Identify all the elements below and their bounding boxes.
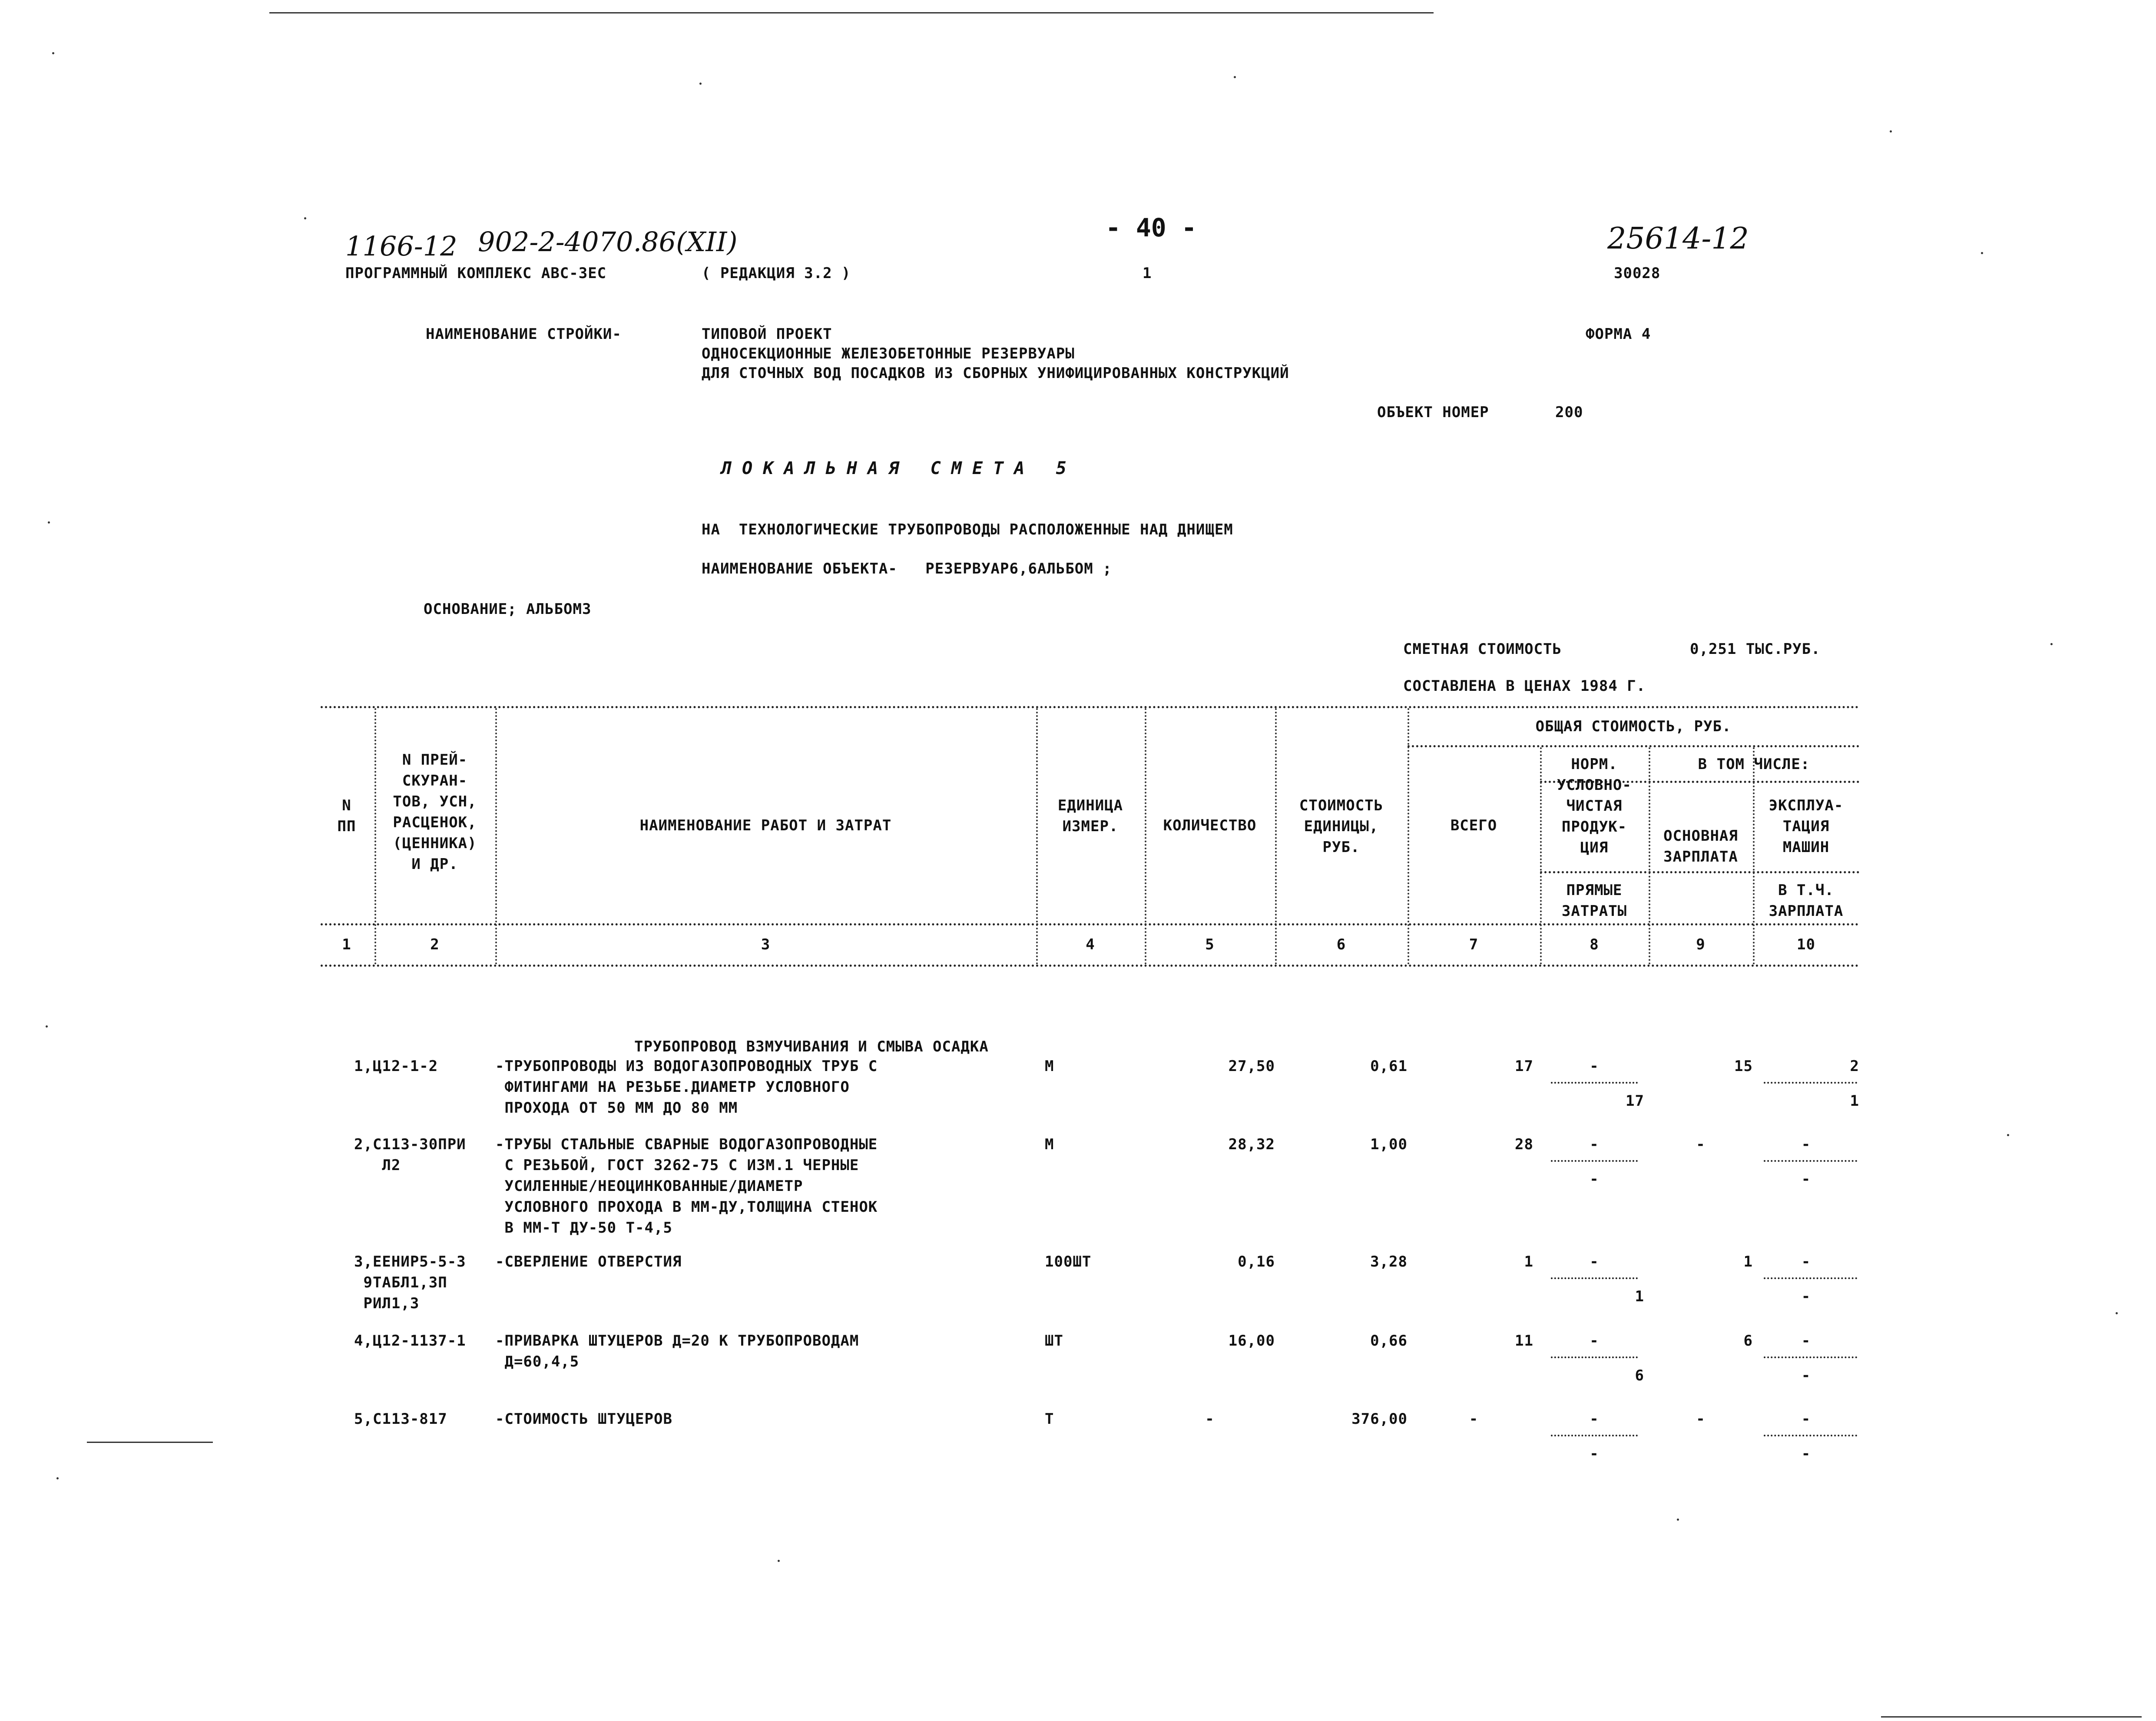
row-normative: - [1590,1058,1599,1075]
row-description: -ТРУБЫ СТАЛЬНЫЕ СВАРНЫЕ ВОДОГАЗОПРОВОДНЫЕ С РЕЗЬБОЙ, ГОСТ 3262-75 С ИЗМ.1 ЧЕРНЫЕ УСИЛЕННЫЕ/НЕОЦИНКОВАННЫЕ/ДИАМЕТР УСЛОВНОГО ПРОХОДА В ММ-ДУ,ТОЛЩИНА СТЕНОК В ММ-Т ДУ-50 Т-4,5 [495,1136,878,1237]
row-unit-cost: 1,00 [1370,1136,1408,1153]
scan-speck [56,1477,59,1479]
object-name: НАИМЕНОВАНИЕ ОБЪЕКТА- РЕЗЕРВУАР6,6АЛЬБОМ ; [702,560,1112,577]
row-machine-salary: 1 [1850,1092,1859,1110]
header-machine-operation: ЭКСПЛУА- ТАЦИЯ МАШИН [1769,797,1844,856]
row-direct-costs: 6 [1635,1367,1644,1384]
header-unit: ЕДИНИЦА ИЗМЕР. [1057,797,1123,835]
table-rule [1540,871,1859,873]
column-number: 4 [1086,936,1095,953]
scan-speck [1981,252,1983,254]
project-line-3: ДЛЯ СТОЧНЫХ ВОД ПОСАДКОВ ИЗ СБОРНЫХ УНИФИЦИРОВАННЫХ КОНСТРУКЦИЙ [702,365,1289,382]
row-code: 3,ЕЕНИР5-5-3 9ТАБЛ1,3П РИЛ1,3 [354,1253,466,1312]
table-rule [321,965,1859,967]
header-unit-cost: СТОИМОСТЬ ЕДИНИЦЫ, РУБ. [1299,797,1384,856]
scan-speck [52,52,54,54]
row-direct-costs: 17 [1626,1092,1644,1110]
cell-divider [1764,1435,1857,1436]
column-number: 10 [1797,936,1815,953]
row-direct-costs: 1 [1635,1288,1644,1305]
row-machine-salary: - [1801,1171,1811,1188]
cell-divider [1551,1082,1638,1084]
cell-divider [1764,1160,1857,1162]
row-code: 2,С113-30ПРИ Л2 [354,1136,466,1174]
row-quantity: 0,16 [1238,1253,1275,1270]
row-machine-operation: - [1801,1136,1811,1153]
cell-divider [1764,1277,1857,1279]
header-including: В ТОМ ЧИСЛЕ: [1698,756,1810,773]
cell-divider [1551,1160,1638,1162]
row-description: -СТОИМОСТЬ ШТУЦЕРОВ [495,1410,672,1428]
header-base-salary: ОСНОВНАЯ ЗАРПЛАТА [1663,827,1738,865]
row-quantity: 28,32 [1228,1136,1275,1153]
object-number-label: ОБЪЕКТ НОМЕР [1377,404,1489,421]
scan-speck [46,1025,48,1028]
row-normative: - [1590,1136,1599,1153]
scan-speck [304,217,306,219]
header-direct-costs: ПРЯМЫЕ ЗАТРАТЫ [1561,882,1627,920]
column-number: 7 [1469,936,1479,953]
row-base-salary: - [1696,1410,1706,1428]
project-line-2: ОДНОСЕКЦИОННЫЕ ЖЕЛЕЗОБЕТОННЫЕ РЕЗЕРВУАРЫ [702,345,1075,362]
header-machine-salary: В Т.Ч. ЗАРПЛАТА [1769,882,1844,920]
header-total-cost-group: ОБЩАЯ СТОИМОСТЬ, РУБ. [1535,718,1732,735]
estimate-subject: НА ТЕХНОЛОГИЧЕСКИЕ ТРУБОПРОВОДЫ РАСПОЛОЖЕННЫЕ НАД ДНИЩЕМ [702,521,1233,538]
document-code: 30028 [1614,265,1661,282]
handwritten-project-number: 902-2-4070.86(XII) [478,226,738,258]
column-number: 6 [1336,936,1346,953]
row-machine-operation: 2 [1850,1058,1859,1075]
row-machine-operation: - [1801,1253,1811,1270]
scan-speck [2116,1312,2118,1314]
row-direct-costs: - [1590,1171,1599,1188]
table-rule [321,923,1859,925]
program-revision: ( РЕДАКЦИЯ 3.2 ) [702,265,851,282]
row-unit: Т [1045,1410,1054,1428]
header-number: N ПП [337,797,356,835]
row-unit-cost: 3,28 [1370,1253,1408,1270]
scan-speck [1677,1519,1679,1521]
header-quantity: КОЛИЧЕСТВО [1163,817,1257,834]
row-base-salary: 1 [1743,1253,1753,1270]
scan-speck [699,83,702,85]
row-code: 4,Ц12-1137-1 [354,1332,466,1350]
row-total: 11 [1515,1332,1533,1350]
cell-divider [1551,1356,1638,1358]
scan-edge-line [269,12,1434,13]
basis: ОСНОВАНИЕ; АЛЬБОМ3 [424,600,592,618]
table-col-rule [1145,708,1146,965]
row-quantity: 27,50 [1228,1058,1275,1075]
scan-speck [48,521,50,524]
row-unit: 100ШТ [1045,1253,1092,1270]
table-rule [1408,745,1859,747]
section-title: ТРУБОПРОВОД ВЗМУЧИВАНИЯ И СМЫВА ОСАДКА [634,1038,989,1055]
row-normative: - [1590,1332,1599,1350]
row-unit-cost: 376,00 [1351,1410,1408,1428]
document-title: Л О К А Л Ь Н А Я С М Е Т А 5 [721,458,1066,478]
sheet-number: 1 [1143,265,1152,282]
row-machine-salary: - [1801,1445,1811,1462]
row-code: 1,Ц12-1-2 [354,1058,438,1075]
handwritten-archive-number: 25614-12 [1607,222,1749,256]
cell-divider [1551,1277,1638,1279]
cell-divider [1764,1356,1857,1358]
column-number: 2 [430,936,440,953]
row-machine-salary: - [1801,1367,1811,1384]
header-normative-production: НОРМ. УСЛОВНО- ЧИСТАЯ ПРОДУК- ЦИЯ [1557,756,1632,856]
table-rule [321,706,1859,708]
row-normative: - [1590,1253,1599,1270]
column-number: 1 [342,936,351,953]
price-basis: СОСТАВЛЕНА В ЦЕНАХ 1984 Г. [1403,677,1646,695]
cell-divider [1551,1435,1638,1436]
row-unit: М [1045,1058,1054,1075]
scan-speck [2007,1134,2009,1136]
row-quantity: 16,00 [1228,1332,1275,1350]
header-work-name: НАИМЕНОВАНИЕ РАБОТ И ЗАТРАТ [639,817,892,834]
handwritten-code: 1166-12 [345,230,457,262]
row-description: -ПРИВАРКА ШТУЦЕРОВ Д=20 К ТРУБОПРОВОДАМ Д=60,4,5 [495,1332,859,1370]
estimated-cost-label: СМЕТНАЯ СТОИМОСТЬ [1403,640,1562,658]
row-unit-cost: 0,66 [1370,1332,1408,1350]
column-number: 8 [1590,936,1599,953]
row-description: -ТРУБОПРОВОДЫ ИЗ ВОДОГАЗОПРОВОДНЫХ ТРУБ С ФИТИНГАМИ НА РЕЗЬБЕ.ДИАМЕТР УСЛОВНОГО ПРОХОДА ОТ 50 ММ ДО 80 ММ [495,1058,878,1117]
row-machine-operation: - [1801,1332,1811,1350]
object-number: 200 [1555,404,1583,421]
scan-edge-line [87,1442,213,1443]
row-machine-operation: - [1801,1410,1811,1428]
row-machine-salary: - [1801,1288,1811,1305]
row-total: 28 [1515,1136,1533,1153]
estimated-cost-value: 0,251 ТЫС.РУБ. [1690,640,1821,658]
row-description: -СВЕРЛЕНИЕ ОТВЕРСТИЯ [495,1253,682,1270]
row-base-salary: - [1696,1136,1706,1153]
scan-speck [2050,643,2053,645]
row-total: 17 [1515,1058,1533,1075]
row-code: 5,С113-817 [354,1410,447,1428]
project-line-1: ТИПОВОЙ ПРОЕКТ [702,325,832,343]
row-unit: М [1045,1136,1054,1153]
column-number: 3 [761,936,771,953]
page-number: - 40 - [1106,213,1197,242]
row-unit: ШТ [1045,1332,1063,1350]
table-col-rule [1408,708,1409,965]
scan-speck [778,1560,780,1562]
row-quantity: - [1205,1410,1215,1428]
project-label: НАИМЕНОВАНИЕ СТРОЙКИ- [426,325,622,343]
column-number: 5 [1205,936,1215,953]
row-normative: - [1590,1410,1599,1428]
header-price-reference: N ПРЕЙ- СКУРАН- ТОВ, УСН, РАСЦЕНОК, (ЦЕННИКА) И ДР. [393,751,477,873]
row-total: 1 [1524,1253,1533,1270]
scan-edge-line [1881,1716,2142,1718]
row-unit-cost: 0,61 [1370,1058,1408,1075]
form-label: ФОРМА 4 [1586,325,1651,343]
header-total: ВСЕГО [1450,817,1497,834]
row-total: - [1469,1410,1479,1428]
column-number: 9 [1696,936,1706,953]
row-base-salary: 15 [1734,1058,1753,1075]
scan-speck [1234,76,1236,78]
scan-speck [1890,130,1892,133]
row-base-salary: 6 [1743,1332,1753,1350]
program-name: ПРОГРАММНЫЙ КОМПЛЕКС АВС-ЗЕС [345,265,607,282]
row-direct-costs: - [1590,1445,1599,1462]
cell-divider [1764,1082,1857,1084]
table-col-rule [495,708,497,965]
